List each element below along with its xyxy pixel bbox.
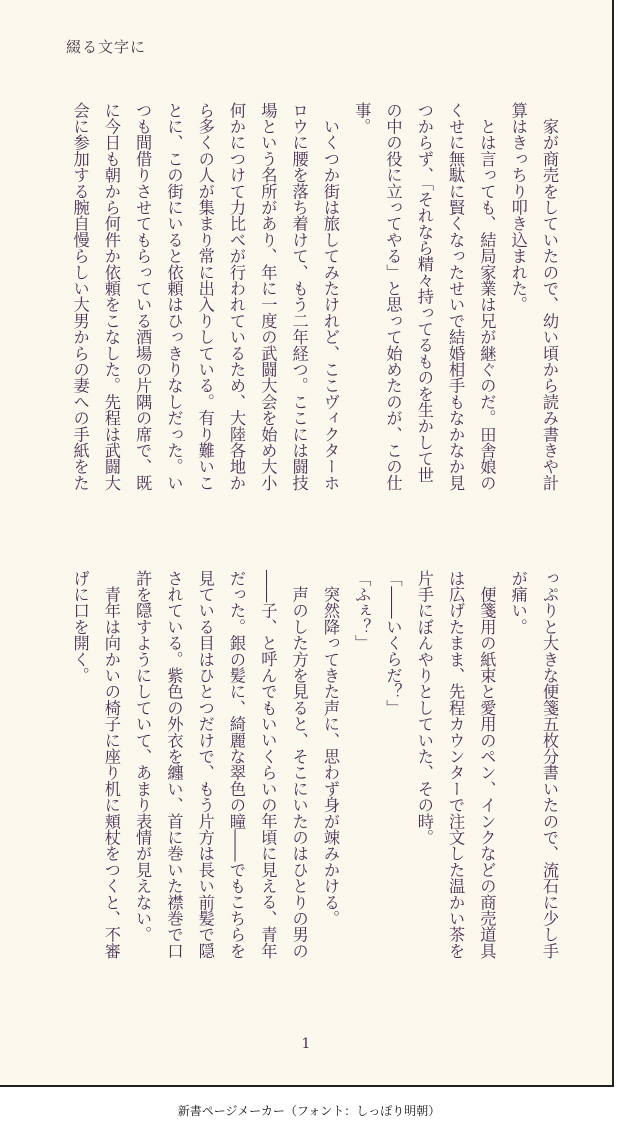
text-line: は広げたまま、先程カウンターで注文した温かい茶を — [446, 570, 466, 959]
page-number: 1 — [301, 1036, 311, 1052]
text-line: いくつか街は旅してみたけれど、ここヴィクターホ — [320, 102, 340, 491]
text-line: 算はきっちり叩き込まれた。 — [508, 102, 528, 313]
text-line: 家が商売をしていたので、幼い頃から読み書きや計 — [540, 102, 559, 491]
text-line: 見ている目はひとつだけで、もう片方は長い前髪で隠 — [195, 570, 215, 959]
text-line: だった。銀の髪に、綺麗な翠色の瞳――でもこちらを — [227, 570, 247, 959]
text-line: が痛い。 — [508, 570, 528, 635]
text-line: の中の役に立ってやる」と思って始めたのが、この仕 — [383, 102, 403, 491]
text-line: ロウに腰を落ち着けて、もう二年経つ。ここには闘技 — [289, 102, 309, 491]
text-line: ――子、と呼んでもいいくらいの年頃に見える、青年 — [258, 570, 278, 959]
text-line: されている。紫色の外衣を纏い、首に巻いた襟巻で口 — [164, 570, 184, 959]
text-line: っぷりと大きな便箋五枚分書いたので、流石に少し手 — [540, 570, 559, 959]
text-line: 便箋用の紙束と愛用のペン、インクなどの商売道具 — [477, 570, 497, 959]
text-line: 声のした方を見ると、そこにいたのはひとりの男の — [289, 570, 309, 959]
text-line: 片手にぼんやりとしていた、その時。 — [414, 570, 434, 846]
text-block-top — [70, 102, 565, 532]
text-line: とは言っても、結局家業は兄が継ぐのだ。田舎娘の — [477, 102, 497, 491]
text-block-bottom — [70, 570, 565, 1000]
text-line: 突然降ってきた声に、思わず身が竦みかける。 — [320, 570, 340, 927]
chapter-title: 綴る文字に — [66, 38, 147, 56]
text-line: 「――いくらだ？」 — [383, 570, 403, 716]
text-line: とに、この街にいると依頼はひっきりなしだった。い — [164, 102, 184, 491]
text-line: 青年は向かいの椅子に座り机に頬杖をつくと、不審 — [101, 570, 121, 959]
text-line: つからず、「それなら精々持ってるものを生かして世 — [414, 102, 434, 483]
text-line: ら多くの人が集まり常に出入りしている。有り難いこ — [195, 102, 215, 491]
text-line: 何かにつけて力比べが行われているため、大陸各地か — [227, 102, 247, 491]
text-line: 許を隠すようにしていて、あまり表情が見えない。 — [133, 570, 153, 943]
text-line: くせに無駄に賢くなったせいで結婚相手もなかなか見 — [446, 102, 466, 491]
text-line: 会に参加する腕自慢らしい大男からの妻への手紙をた — [70, 102, 90, 491]
text-line: 「ふぇ？」 — [352, 570, 372, 651]
footer-credit: 新書ページメーカー（フォント：しっぽり明朝） — [177, 1104, 441, 1118]
text-line: 事。 — [352, 102, 372, 135]
text-line: つも間借りさせてもらっている酒場の片隅の席で、既 — [133, 102, 153, 491]
text-line: げに口を開く。 — [70, 570, 90, 684]
text-line: に今日も朝から何件か依頼をこなした。先程は武闘大 — [101, 102, 121, 491]
text-line: 場という名所があり、年に一度の武闘大会を始め大小 — [258, 102, 278, 491]
